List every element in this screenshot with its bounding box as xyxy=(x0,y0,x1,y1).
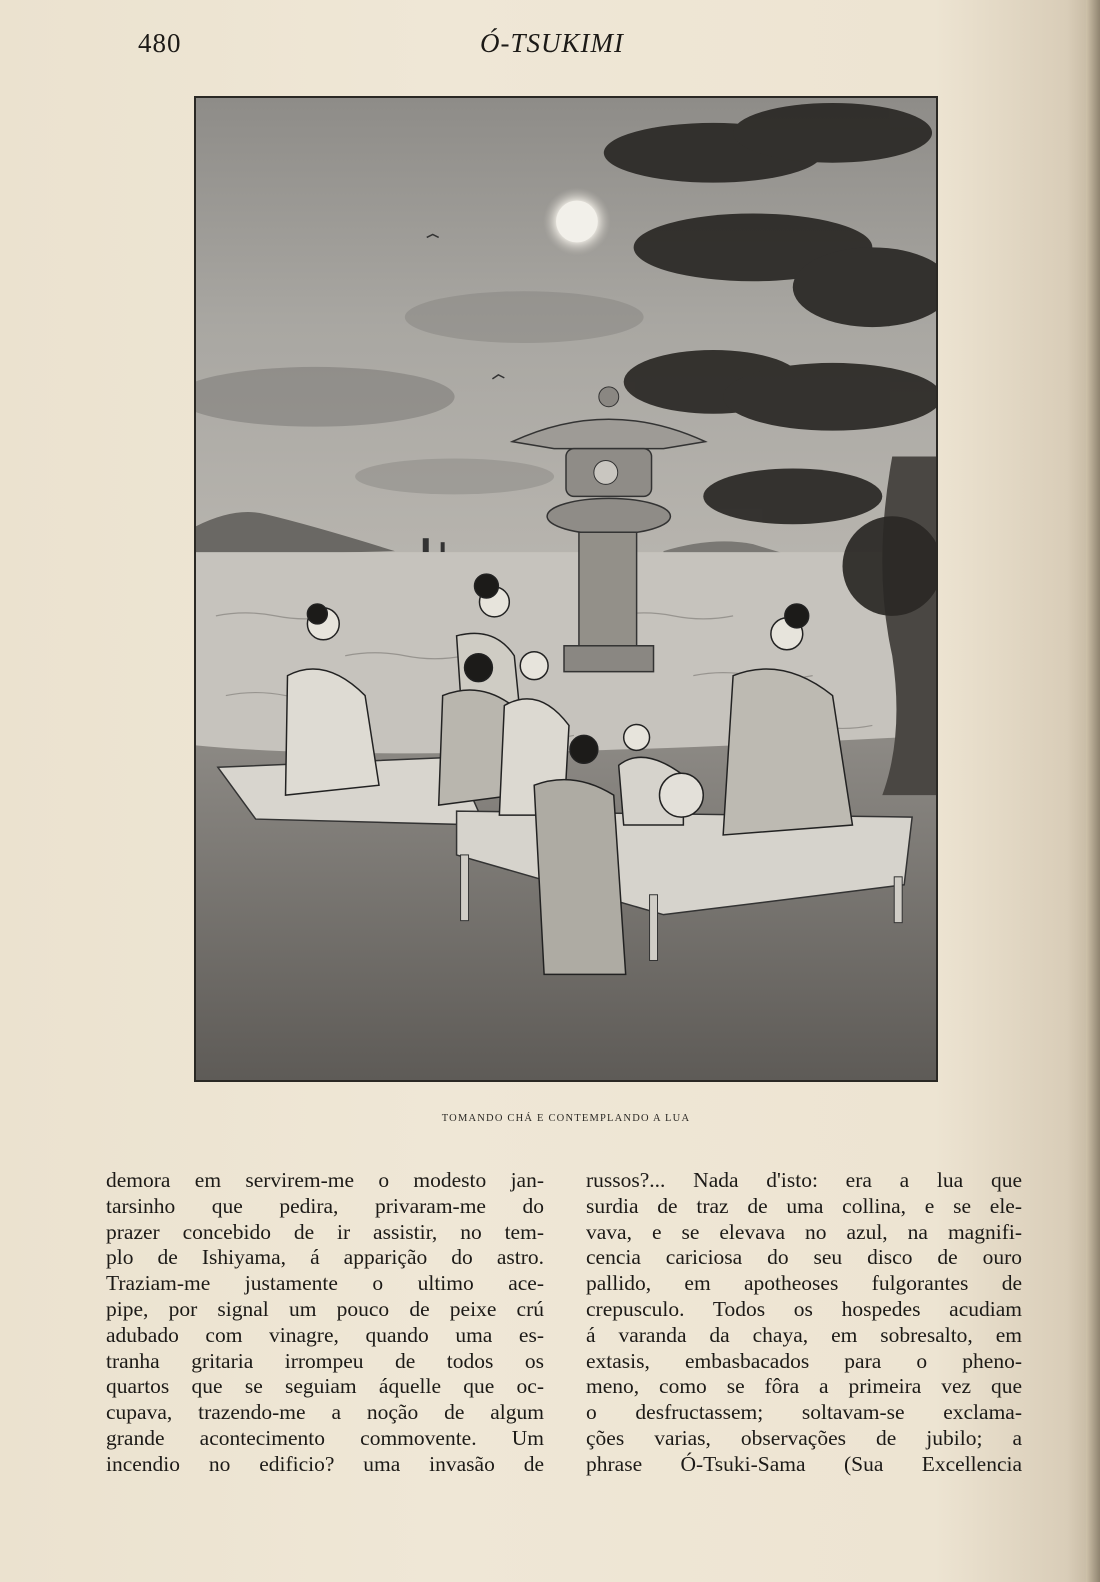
text-line: meno, como se fôra a primeira vez que xyxy=(586,1374,1022,1399)
text-line: extasis, embasbacados para o pheno- xyxy=(586,1348,1022,1373)
text-line: plo de Ishiyama, á apparição do astro. xyxy=(106,1245,544,1270)
boat-sail xyxy=(423,538,429,552)
text-line: demora em servirem-me o modesto jan- xyxy=(106,1168,544,1192)
text-line: adubado com vinagre, quando uma es- xyxy=(106,1322,544,1347)
page-edge-shadow xyxy=(1086,0,1100,1582)
text-line: vava, e se elevava no azul, na magnifi- xyxy=(586,1219,1022,1244)
text-line: cencia cariciosa do seu disco de ouro xyxy=(586,1245,1022,1270)
text-line: incendio no edificio? uma invasão de xyxy=(106,1451,544,1476)
figure-caption: TOMANDO CHÁ E CONTEMPLANDO A LUA xyxy=(441,1113,691,1124)
text-line: o desfructassem; soltavam-se exclama- xyxy=(586,1400,1022,1425)
text-line: grande acontecimento commovente. Um xyxy=(106,1425,544,1450)
text-line: pipe, por signal um pouco de peixe crú xyxy=(106,1296,544,1321)
boat-sail xyxy=(441,542,445,552)
text-line: crepusculo. Todos os hospedes acudiam xyxy=(586,1296,1022,1321)
text-column-right xyxy=(586,1168,1022,1478)
illustration-drawing xyxy=(196,98,936,1080)
text-line: tarsinho que pedira, privaram-me do xyxy=(106,1193,544,1218)
text-line: quartos que se seguiam áquelle que oc- xyxy=(106,1374,544,1399)
text-line: á varanda da chaya, em sobresalto, em xyxy=(586,1322,1022,1347)
moon xyxy=(556,201,598,243)
cloud xyxy=(355,459,554,495)
text-column-left xyxy=(106,1168,544,1478)
text-line: russos?... Nada d'isto: era a lua que xyxy=(586,1168,1022,1192)
text-line: ções varias, observações de jubilo; a xyxy=(586,1425,1022,1450)
text-line: pallido, em apotheoses fulgorantes de xyxy=(586,1271,1022,1296)
page-number: 480 xyxy=(138,28,182,58)
cloud xyxy=(405,291,644,343)
text-line: prazer concebido de ir assistir, no tem- xyxy=(106,1219,544,1244)
text-line: surdia de traz de uma collina, e se ele- xyxy=(586,1193,1022,1218)
running-title: Ó-TSUKIMI xyxy=(480,28,624,58)
text-line: Traziam-me justamente o ultimo ace- xyxy=(106,1271,544,1296)
text-line: cupava, trazendo-me a noção de algum xyxy=(106,1400,544,1425)
text-line: tranha gritaria irrompeu de todos os xyxy=(106,1348,544,1373)
moon-viewing-illustration xyxy=(194,96,938,1082)
text-line: phrase Ó-Tsuki-Sama (Sua Excellencia xyxy=(586,1451,1022,1476)
